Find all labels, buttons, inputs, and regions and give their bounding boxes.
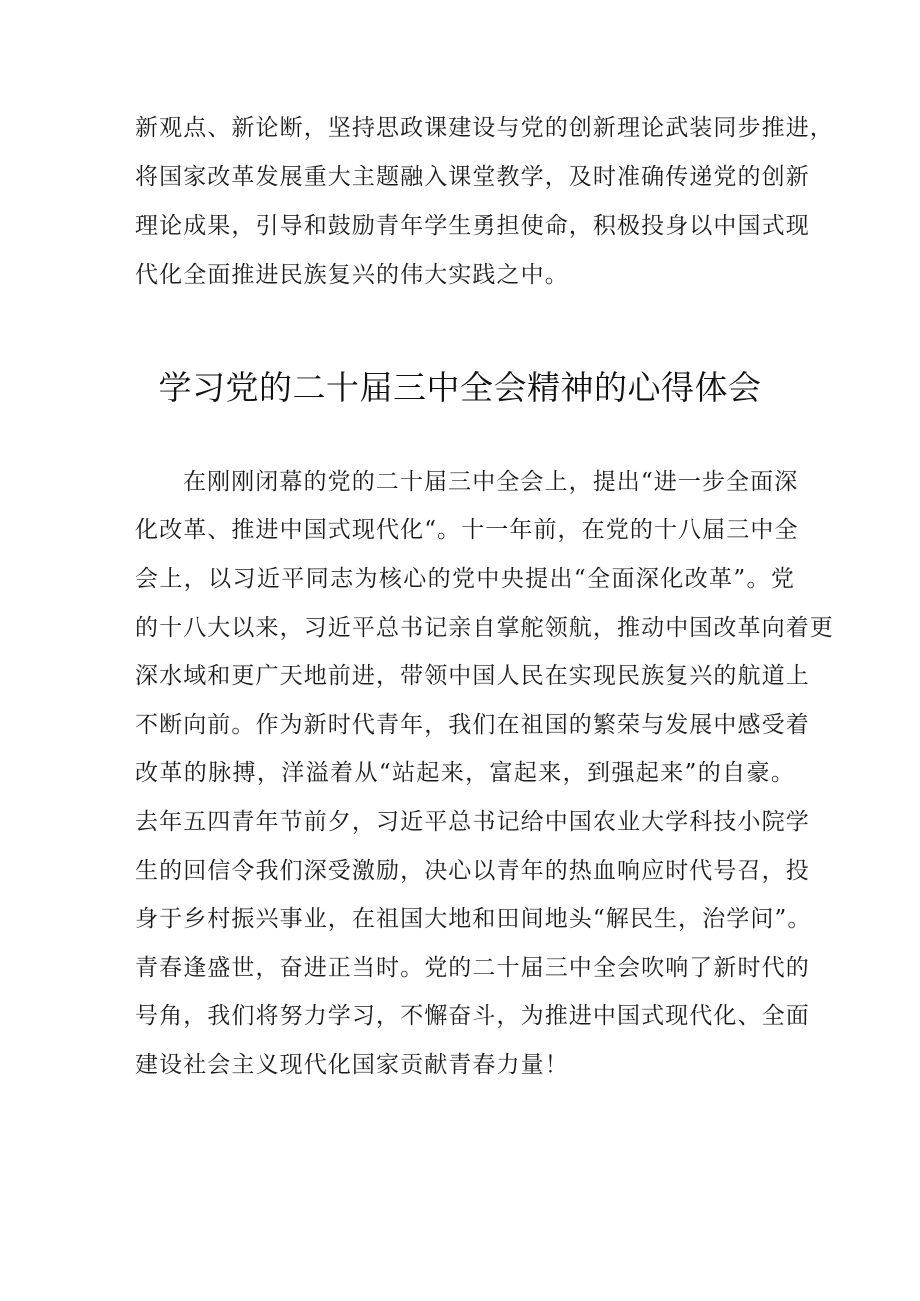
- article-line: 号角，我们将努力学习，不懈奋斗，为推进中国式现代化、全面: [135, 1003, 810, 1029]
- article-line: 化改革、推进中国式现代化“。十一年前，在党的十八届三中全: [135, 517, 799, 543]
- article-line: 改革的脉搏，洋溢着从“站起来，富起来，到强起来”的自豪。: [135, 760, 795, 786]
- article-line: 深水域和更广天地前进，带领中国人民在实现民族复兴的航道上: [135, 663, 810, 689]
- article-line: 去年五四青年节前夕，习近平总书记给中国农业大学科技小院学: [135, 809, 810, 835]
- article-line: 不断向前。作为新时代青年，我们在祖国的繁荣与发展中感受着: [135, 712, 810, 738]
- paragraph-line: 代化全面推进民族复兴的伟大实践之中。: [135, 262, 569, 288]
- paragraph-line: 新观点、新论断，坚持思政课建设与党的创新理论武装同步推进，: [135, 115, 834, 141]
- article-line: 建设社会主义现代化国家贡献青春力量！: [135, 1052, 569, 1078]
- article-line: 生的回信令我们深受激励，决心以青年的热血响应时代号召，投: [135, 858, 810, 884]
- article-line: 身于乡村振兴事业，在祖国大地和田间地头“解民生，治学问”。: [135, 906, 812, 932]
- article-line: 青春逢盛世，奋进正当时。党的二十届三中全会吹响了新时代的: [135, 955, 810, 981]
- article-title: 学习党的二十届三中全会精神的心得体会: [158, 368, 762, 407]
- article-line: 的十八大以来，习近平总书记亲自掌舵领航，推动中国改革向着更: [135, 615, 834, 641]
- article-line: 在刚刚闭幕的党的二十届三中全会上，提出“进一步全面深: [183, 469, 799, 495]
- paragraph-line: 将国家改革发展重大主题融入课堂教学，及时准确传递党的创新: [135, 164, 810, 190]
- article-line: 会上，以习近平同志为核心的党中央提出“全面深化改革”。党: [135, 566, 795, 592]
- paragraph-line: 理论成果，引导和鼓励青年学生勇担使命，积极投身以中国式现: [135, 213, 810, 239]
